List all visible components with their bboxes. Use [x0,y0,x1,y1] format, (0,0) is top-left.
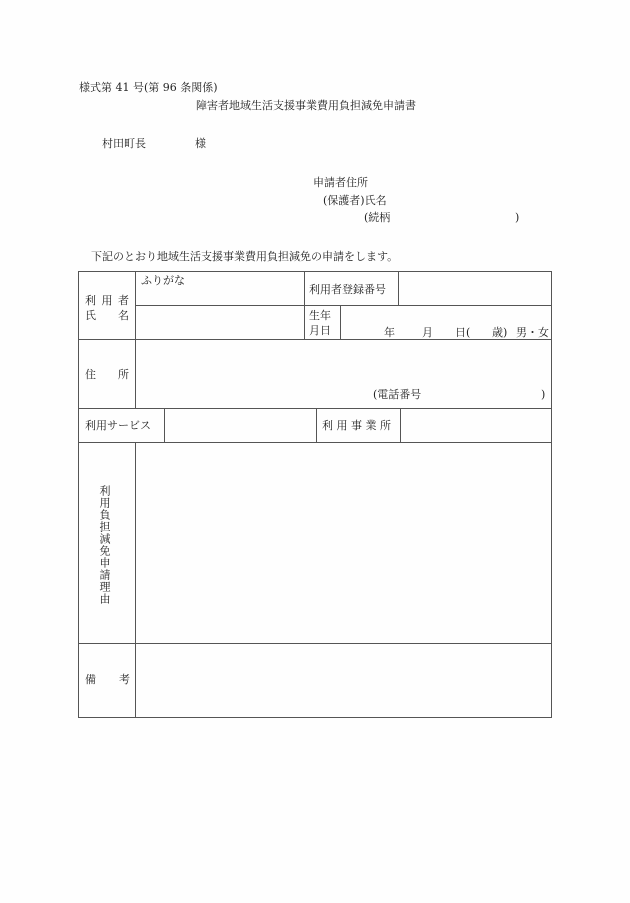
document-title: 障害者地域生活支援事業費用負担減免申請書 [196,99,416,112]
applicant-name-field[interactable] [395,192,552,208]
birthdate-input[interactable] [341,306,511,339]
phone-close: ) [541,388,546,401]
service-input[interactable] [165,409,316,442]
applicant-address-field[interactable] [372,174,552,190]
facility-input[interactable] [401,409,552,442]
user-name-label-1: 利 用 者 [85,294,130,307]
relationship-close: ) [515,211,520,224]
remarks-label-1: 備 [85,673,96,686]
addressee: 村田町長 [102,137,146,150]
birth-day-unit: 日( [455,326,471,339]
divider [316,408,317,442]
reduction-reason-label: 利用負担減免申請理由 [98,485,111,605]
remarks-input[interactable] [136,644,552,718]
facility-label: 利 用 事 業 所 [322,419,391,432]
user-name-input[interactable] [136,306,304,339]
remarks-label-2: 考 [119,673,130,686]
address-input[interactable] [136,340,552,384]
relationship-field[interactable] [395,209,515,225]
furigana-input[interactable] [136,286,304,305]
relationship-open: (続柄 [364,211,391,224]
birth-year-unit: 年 [384,326,395,339]
address-label: 住 所 [85,368,129,381]
phone-input[interactable] [431,385,541,405]
service-label: 利用サービス [85,419,151,432]
honorific: 様 [195,137,206,150]
intro-text: 下記のとおり地域生活支援事業費用負担減免の申請をします。 [91,250,399,263]
divider [304,272,305,339]
applicant-name-label: (保護者)氏名 [323,194,387,207]
registration-number-label: 利用者登録番号 [309,283,386,296]
applicant-address-label: 申請者住所 [313,176,368,189]
birth-month-unit: 月 [422,326,433,339]
application-form-table [78,271,552,718]
sex-options[interactable]: 男・女 [516,326,549,339]
phone-open: (電話番号 [373,388,422,401]
registration-number-input[interactable] [399,273,551,305]
furigana-label: ふりがな [141,274,185,287]
reduction-reason-input[interactable] [136,443,552,643]
birth-label-2: 月日 [309,324,331,337]
user-name-label-2: 氏 名 [85,309,129,322]
form-number: 様式第 41 号(第 96 条関係) [79,81,218,94]
age-unit: 歳) [492,326,508,339]
birth-label-1: 生年 [309,309,331,322]
